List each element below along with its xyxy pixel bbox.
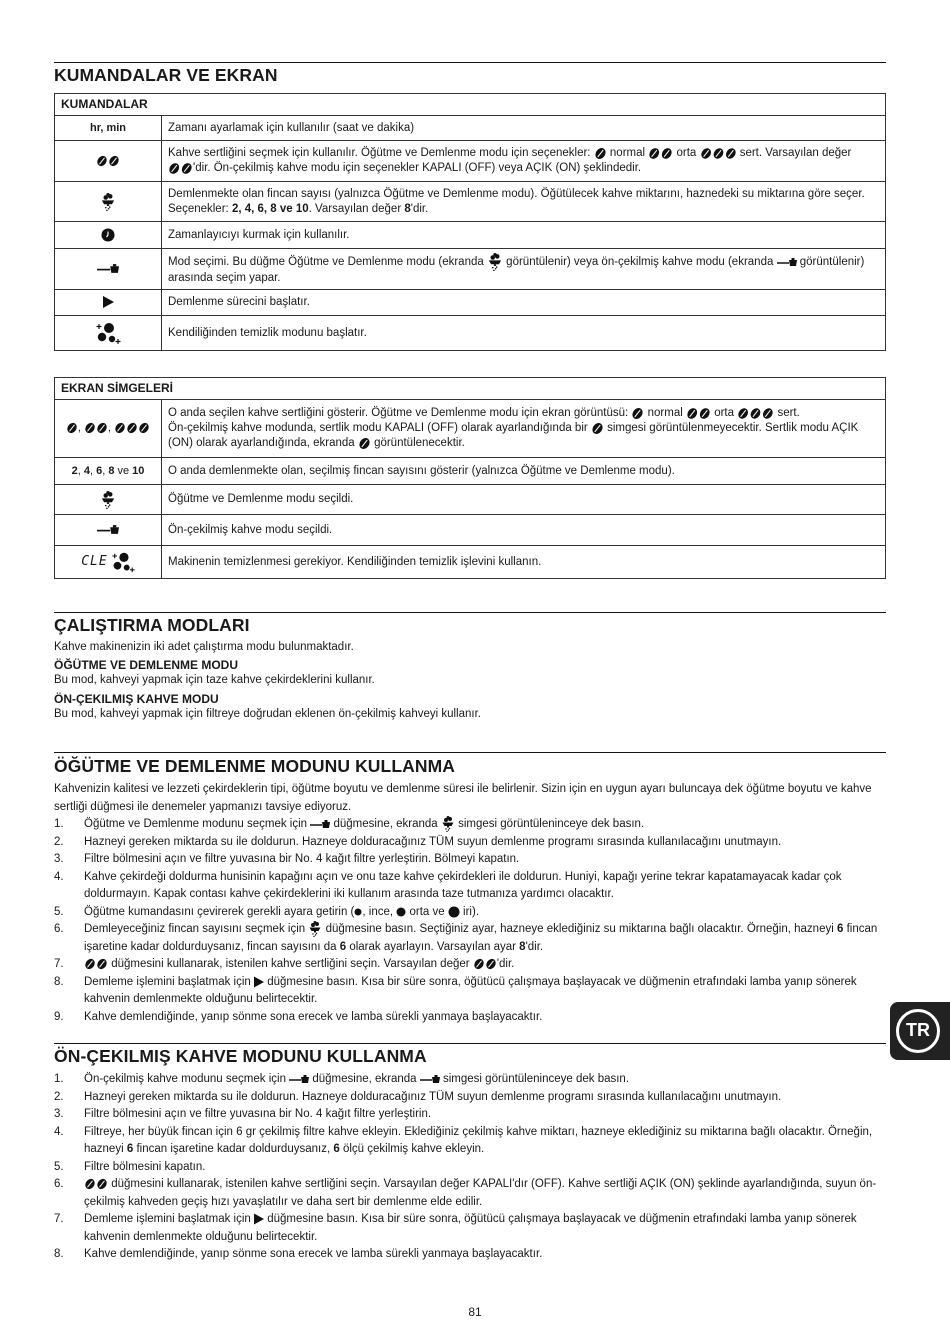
row-text: Demlenmekte olan fincan sayısı (yalnızca Öğütme ve Demlenme modu). Öğütülecek kahve miktarını, haznedeki su miktarına göre seçer. Seçenekler: 2, 4, 6, 8 ve 10. Varsayılan değer 8'dir. (162, 182, 886, 222)
bean-icon (631, 407, 644, 420)
modes-intro: Kahve makinenizin iki adet çalıştırma modu bulunmaktadır. (54, 641, 354, 653)
bean-icon (686, 407, 711, 420)
row-text: Makinenin temizlenmesi gerekiyor. Kendiliğinden temizlik işlevini kullanın. (162, 546, 886, 579)
grind-brew-icon (487, 253, 503, 271)
controls-heading: KUMANDALAR VE EKRAN (54, 65, 278, 85)
row-text: Kendiliğinden temizlik modunu başlatır. (162, 316, 886, 351)
bean-icon (168, 162, 193, 175)
strength-icon (55, 141, 162, 182)
modes-heading: ÇALIŞTIRMA MODLARI (54, 615, 250, 635)
language-tab-label: TR (896, 1009, 940, 1053)
pre-ground-icon (55, 515, 162, 546)
row-text: Ön-çekilmiş kahve modu seçildi. (162, 515, 886, 546)
list-item: 7. Demleme işlemini başlatmak için düğmesine basın. Kısa bir süre sonra, öğütücü çalışmaya başlayacak ve düğmenin etrafındaki lamba yanıp sönerek kahvenin demlenmekte olduğunu belirtecektir. (54, 1213, 857, 1243)
row-text: O anda demlenmekte olan, seçilmiş fincan sayısını gösterir (yalnızca Öğütme ve Demlenme modu). (162, 458, 886, 485)
pre-mode-text: Bu mod, kahveyi yapmak için filtreye doğrudan eklenen ön-çekilmiş kahveyi kullanır. (54, 707, 481, 720)
list-item: 7. düğmesini kullanarak, istenilen kahve sertliğini seçin. Varsayılan değer 'dir. (54, 958, 515, 971)
pre-ground-icon (777, 257, 797, 267)
grind-brew-icon (55, 485, 162, 515)
timer-icon (55, 222, 162, 249)
clean-icon (111, 550, 135, 574)
pre-steps (54, 1071, 886, 1264)
list-item: 9. Kahve demlendiğinde, yanıp sönme sona erecek ve lamba sürekli yanmaya başlayacaktır. (54, 1010, 543, 1023)
list-item: 6. Demleyeceğiniz fincan sayısını seçmek için düğmesine basın. Seçtiğiniz ayar, hazneye eklediğiniz su miktarına bağlı olacaktır. Örneğin, hazneyi 6 fincan işaretine kadar doldurduysanız, fincan sayısını da 6 olarak ayarlayın. Varsayılan ayar 8'dir. (54, 923, 878, 953)
list-item: 6. düğmesini kullanarak, istenilen kahve sertliğini seçin. Varsayılan değer KAPALI'dır (OFF). Kahve sertliği AÇIK (ON) şeklinde ayarlandığında, suyun ön-çekilmiş kahveden geçiş hızı yavaşlatılır ve daha sert bir demlenme elde edilir. (54, 1178, 877, 1208)
list-item: 1. Ön-çekilmiş kahve modunu seçmek için düğmesine, ekranda simgesi görüntüleninceye dek basın. (54, 1073, 630, 1085)
row-text: Demlenme sürecini başlatır. (162, 290, 886, 316)
row-text: Öğütme ve Demlenme modu seçildi. (162, 485, 886, 515)
strength-display-icons: , , (55, 400, 162, 458)
list-item: 1. Öğütme ve Demlenme modunu seçmek için düğmesine, ekranda simgesi görüntüleninceye dek basın. (54, 816, 886, 834)
row-text: Kahve sertliğini seçmek için kullanılır. Öğütme ve Demlenme modu için seçenekler: normal orta sert. Varsayılan değer 'dir. Ön-çekilmiş kahve modu için seçenekler KAPALI (OFF) veya AÇIK (ON) şeklindedir. (162, 141, 886, 182)
cle-display: CLE (55, 546, 162, 579)
section-rule (54, 752, 886, 753)
start-icon (55, 290, 162, 316)
cup-count-label: 2, 4, 6, 8 ve 10 (55, 458, 162, 485)
bean-icon (737, 407, 774, 420)
list-item: 2. Hazneyi gereken miktarda su ile doldurun. Hazneye dolduracağınız TÜM suyun demlenme programı sırasında kullanılacağını unutmayın. (54, 1090, 782, 1103)
grind-brew-icon (55, 182, 162, 222)
clean-icon (55, 316, 162, 351)
bean-icon (358, 437, 371, 450)
list-item: 8. Kahve demlendiğinde, yanıp sönme sona erecek ve lamba sürekli yanmaya başlayacaktır. (54, 1248, 543, 1260)
mode-icon (55, 249, 162, 290)
row-text: O anda seçilen kahve sertliğini gösterir. Öğütme ve Demlenme modu için ekran görüntüsü: normal orta sert. Ön-çekilmiş kahve modunda, sertlik modu KAPALI (OFF) olarak ayarlandığında bir simgesi görüntülenmeyecektir. Sertlik modu AÇIK (ON) olarak ayarlandığında, ekranda görüntülenecektir. (162, 400, 886, 458)
list-item: 4. Kahve çekirdeği doldurma hunisinin kapağını açın ve onu taze kahve çekirdekleri ile doldurun. Huniyi, kapağı yerine tekrar kapatamayacak kadar çok doldurmayın. Kapak contası kahve çekirdeklerini iki kullanım arasında taze tutmanıza yardımcı olacaktır. (54, 870, 842, 901)
section-rule (54, 62, 886, 63)
modes-section (54, 640, 886, 722)
hr-min-label: hr, min (55, 116, 162, 141)
display-table-title: EKRAN SİMGELERİ (55, 378, 886, 400)
bean-icon (700, 147, 737, 160)
display-table (54, 377, 886, 579)
bean-icon (594, 147, 607, 160)
pre-use-heading: ÖN-ÇEKILMIŞ KAHVE MODUNU KULLANMA (54, 1046, 427, 1066)
bean-icon (591, 422, 604, 435)
pre-mode-title: ÖN-ÇEKILMIŞ KAHVE MODU (54, 691, 219, 706)
page-number: 81 (468, 1305, 482, 1319)
section-rule (54, 1043, 886, 1044)
pre-use-section (54, 1071, 886, 1264)
row-text: Mod seçimi. Bu düğme Öğütme ve Demlenme modu (ekranda görüntülenir) veya ön-çekilmiş kahve modu (ekranda görüntülenir) arasında seçim yapar. (162, 249, 886, 290)
list-item: 3. Filtre bölmesini açın ve filtre yuvasına bir No. 4 kağıt filtre yerleştirin. Bölmeyi kapatın. (54, 853, 520, 866)
bean-icon (648, 147, 673, 160)
language-tab (890, 1002, 950, 1060)
grind-mode-title: ÖĞÜTME VE DEMLENME MODU (54, 658, 239, 673)
list-item: 4. Filtreye, her büyük fincan için 6 gr çekilmiş filtre kahve ekleyin. Eklediğiniz çekilmiş kahve miktarı, hazneye eklediğiniz su miktarına bağlı olacaktır. Örneğin, hazneyi 6 fincan işaretine kadar doldurduysanız, 6 ölçü çekilmiş kahve ekleyin. (54, 1125, 873, 1155)
list-item: 5. Öğütme kumandasını çevirerek gerekli ayara getirin ( , ince, orta ve iri). (54, 905, 480, 918)
list-item: 5. Filtre bölmesini kapatın. (54, 1160, 206, 1173)
section-rule (54, 612, 886, 613)
row-text: Zamanlayıcıyı kurmak için kullanılır. (162, 222, 886, 249)
grind-mode-text: Bu mod, kahveyi yapmak için taze kahve çekirdeklerini kullanır. (54, 674, 375, 687)
controls-table-title: KUMANDALAR (55, 94, 886, 116)
grind-use-section (54, 781, 886, 1026)
list-item: 3. Filtre bölmesini açın ve filtre yuvasına bir No. 4 kağıt filtre yerleştirin. (54, 1108, 432, 1120)
controls-table (54, 93, 886, 351)
grind-steps (54, 816, 886, 1026)
row-text: Zamanı ayarlamak için kullanılır (saat ve dakika) (162, 116, 886, 141)
list-item: 8. Demleme işlemini başlatmak için düğmesine basın. Kısa bir süre sonra, öğütücü çalışmaya başlayacak ve düğmenin etrafındaki lamba yanıp sönerek kahvenin demlenmekte olduğunu belirtecektir. (54, 975, 857, 1006)
list-item: 2. Hazneyi gereken miktarda su ile doldurun. Hazneye dolduracağınız TÜM suyun demlenme programı sırasında kullanılacağını unutmayın. (54, 835, 782, 848)
grind-use-intro: Kahvenizin kalitesi ve lezzeti çekirdeklerin tipi, öğütme boyutu ve demlenme süresi ile belirlenir. Sizin için en uygun ayarı buluncaya dek öğütme boyutu ve kahve sertliği düğmesi ile denemeler yapmanızı tavsiye ediyoruz. (54, 783, 872, 813)
grind-use-heading: ÖĞÜTME VE DEMLENME MODUNU KULLANMA (54, 756, 456, 776)
